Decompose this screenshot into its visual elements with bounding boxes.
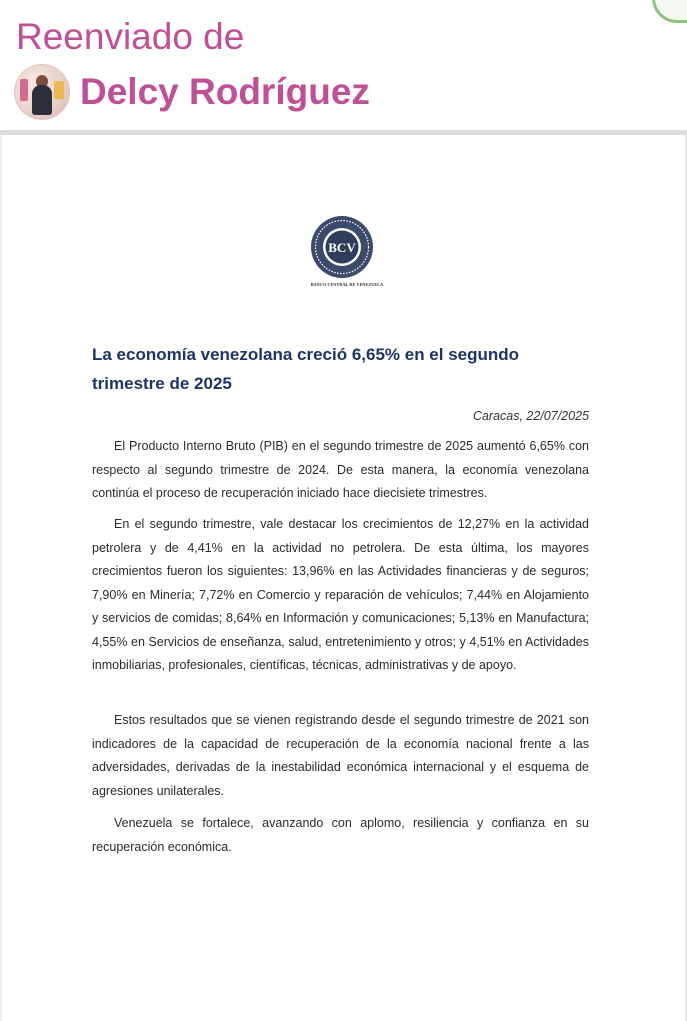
paragraph-4: Venezuela se fortalece, avanzando con aplomo, resiliencia y confianza en su recuperación económica.	[92, 816, 589, 854]
sender-name[interactable]: Delcy Rodríguez	[80, 71, 370, 112]
bank-name: BANCO CENTRAL DE VENEZUELA	[310, 282, 384, 287]
sender-avatar[interactable]	[14, 64, 70, 120]
bubble-corner-accent	[652, 0, 687, 23]
forward-sender[interactable]	[14, 64, 370, 120]
forwarded-label: Reenviado de	[16, 16, 245, 57]
paragraph-3: Estos resultados que se vienen registrando desde el segundo trimestre de 2021 son indicadores de la capacidad de recuperación de la economía nacional frente a las adversidades, derivadas de la inestabilidad económica internacional y el esquema de agresiones unilaterales.	[92, 713, 589, 798]
paragraph-2: En el segundo trimestre, vale destacar los crecimientos de 12,27% en la actividad petrolera y de 4,41% en la actividad no petrolera. De esta última, los mayores crecimientos fueron los siguientes: 13,96% en las Actividades financieras y de seguros; 7,90% en Minería; 7,72% en Comercio y reparación de vehículos; 7,44% en Alojamiento y servicios de comidas; 8,64% en Información y comunicaciones; 5,13% en Manufactura; 4,55% en Servicios de enseñanza, salud, entretenimiento y otros; y 4,51% en Actividades inmobiliarias, profesionales, científicas, técnicas, administrativas y de apoyo.	[92, 517, 589, 672]
document-date: Caracas, 22/07/2025	[472, 409, 589, 423]
paragraph-1: El Producto Interno Bruto (PIB) en el segundo trimestre de 2025 aumentó 6,65% con respecto al segundo trimestre de 2024. De esta manera, la economía venezolana continúa el proceso de recuperación iniciado hace diecisiete trimestres.	[92, 439, 589, 500]
bcv-seal-icon	[310, 215, 374, 279]
document-title: La economía venezolana creció 6,65% en el segundo trimestre de 2025	[92, 345, 520, 393]
document-image[interactable]	[0, 135, 687, 1021]
logo-text: BCV	[328, 240, 356, 255]
